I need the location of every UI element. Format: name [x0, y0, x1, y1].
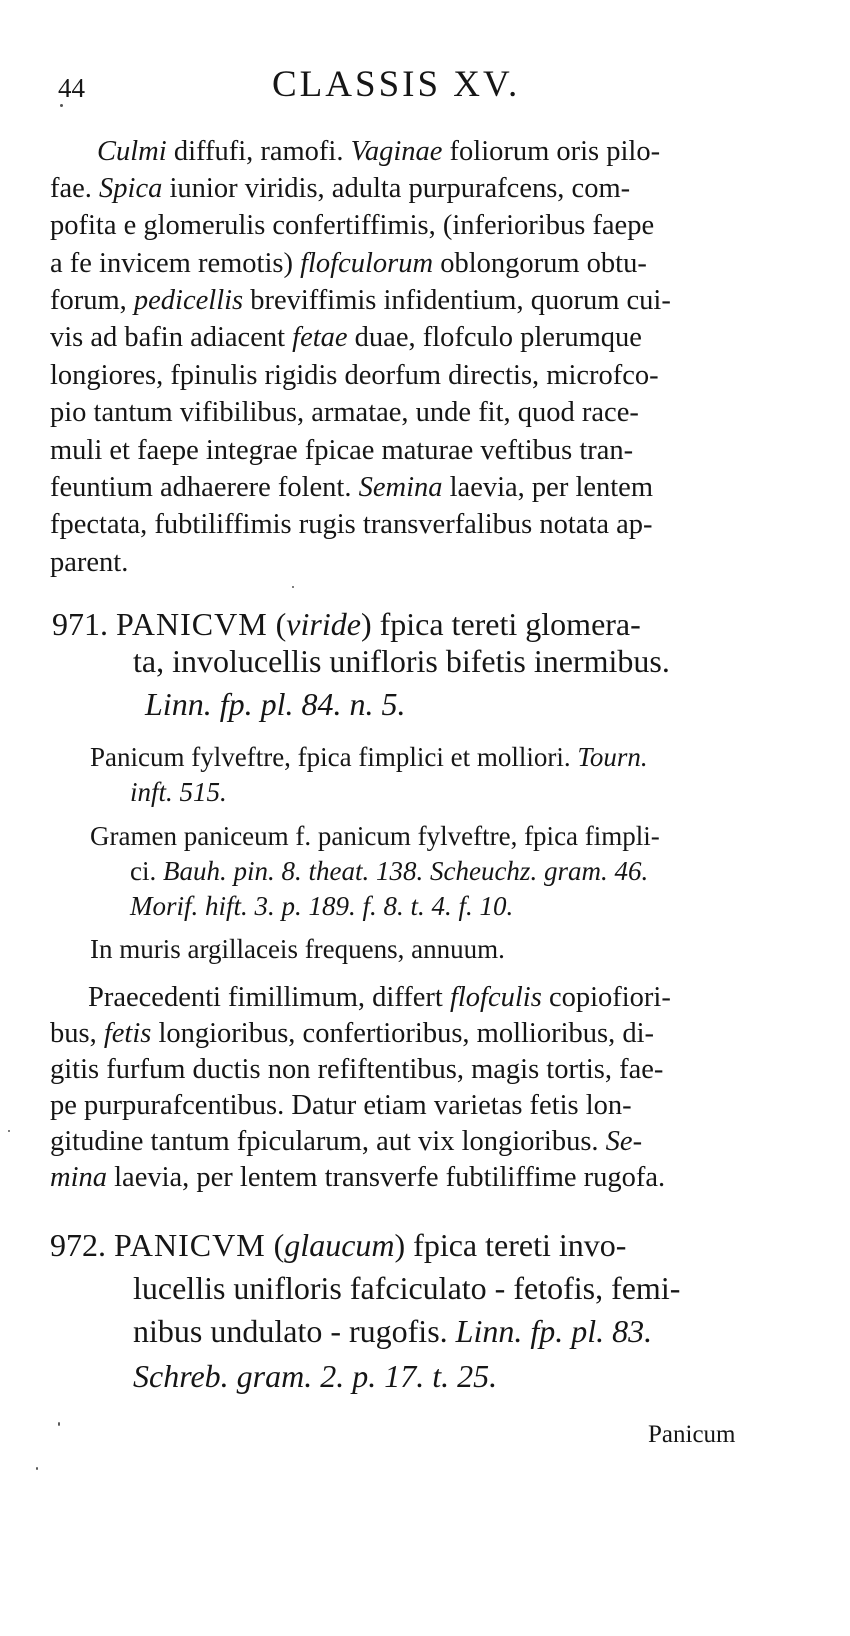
text-span: copiofiori-: [541, 982, 671, 1013]
text-span: longiores, fpinulis rigidis deorfum directis, microfco-: [50, 360, 659, 391]
italic-span: Bauh. pin. 8. theat. 138. Scheuchz. gram. 46.: [163, 856, 649, 886]
text-line: [145, 688, 405, 720]
text-line: [50, 549, 128, 578]
text-span: diffufi, ramofi.: [166, 136, 351, 167]
text-line: [130, 779, 227, 806]
text-line: [133, 645, 670, 677]
paper-speck: [58, 1422, 60, 1426]
text-span: fae.: [50, 173, 100, 204]
text-line: [50, 1092, 632, 1121]
italic-span: fetae: [292, 322, 348, 353]
italic-span: Vaginae: [350, 136, 443, 167]
italic-span: Semina: [358, 472, 443, 503]
italic-span: flofculis: [449, 982, 542, 1013]
text-line: [50, 1164, 665, 1193]
text-span: (: [265, 1227, 285, 1263]
text-line: [50, 1128, 642, 1157]
italic-span: glaucum: [284, 1227, 395, 1263]
text-line: [90, 744, 648, 771]
text-span: ta, involucellis unifloris bifetis inermibus.: [133, 643, 670, 679]
text-span: iunior viridis, adulta purpurafcens, com-: [162, 173, 631, 204]
italic-span: Se-: [605, 1126, 643, 1157]
text-span: In muris argillaceis frequens, annuum.: [90, 934, 505, 964]
text-line: [97, 138, 660, 167]
text-span: breviffimis infidentium, quorum cui-: [243, 285, 671, 316]
italic-span: Schreb. gram. 2. p. 17. t. 25.: [133, 1358, 498, 1394]
italic-span: pedicellis: [133, 285, 244, 316]
text-span: longioribus, confertioribus, mollioribus, di-: [151, 1018, 655, 1049]
paper-speck: [60, 104, 63, 107]
italic-span: fetis: [103, 1018, 152, 1049]
text-line: [50, 1229, 626, 1261]
italic-span: Tourn.: [577, 742, 648, 772]
text-line: [130, 858, 648, 885]
text-line: [50, 399, 639, 428]
paper-speck: [8, 1130, 10, 1132]
text-line: [50, 1056, 663, 1085]
text-span: PANICVM: [116, 606, 268, 642]
text-span: vis ad bafin adiacent: [50, 322, 293, 353]
text-line: [50, 362, 659, 391]
text-span: a fe invicem remotis): [50, 248, 301, 279]
text-line: [90, 936, 505, 963]
paper-speck: [292, 586, 294, 588]
text-span: Panicum fylveftre, fpica fimplici et molliori.: [90, 742, 578, 772]
text-span: (: [267, 606, 287, 642]
text-span: 972.: [50, 1227, 114, 1263]
text-line: [50, 474, 653, 503]
text-span: ci.: [130, 856, 163, 886]
italic-span: Culmi: [97, 136, 167, 167]
text-span: laevia, per lentem transverfe fubtiliffime rugofa.: [107, 1162, 666, 1193]
page-number: 44: [58, 73, 85, 103]
italic-span: Morif. hift. 3. p. 189. f. 8. t. 4. f. 10.: [130, 891, 514, 921]
text-span: oblongorum obtu-: [433, 248, 647, 279]
text-line: [50, 175, 630, 204]
text-line: [50, 437, 633, 466]
text-span: duae, flofculo plerumque: [347, 322, 642, 353]
text-span: muli et faepe integrae fpicae maturae veftibus tran-: [50, 435, 634, 466]
text-span: feuntium adhaerere folent.: [50, 472, 359, 503]
text-line: [130, 893, 513, 920]
text-span: pio tantum vifibilibus, armatae, unde fit, quod race-: [50, 397, 639, 428]
text-span: bus,: [50, 1018, 104, 1049]
text-span: ) fpica tereti invo-: [394, 1227, 627, 1263]
italic-span: inft. 515.: [130, 777, 227, 807]
text-line: [133, 1315, 652, 1347]
catchword: Panicum: [648, 1421, 736, 1448]
text-line: [50, 1020, 654, 1049]
running-title: CLASSIS XV.: [272, 64, 521, 105]
italic-span: Spica: [99, 173, 163, 204]
text-line: [52, 608, 641, 640]
text-span: lucellis unifloris fafciculato - fetofis, femi-: [133, 1270, 681, 1306]
text-span: fpectata, fubtiliffimis rugis transverfalibus notata ap-: [50, 509, 653, 540]
text-line: [50, 212, 654, 241]
text-line: [50, 511, 653, 540]
text-span: pofita e glomerulis confertiffimis, (inferioribus faepe: [50, 210, 655, 241]
italic-span: viride: [286, 606, 361, 642]
text-span: laevia, per lentem: [442, 472, 653, 503]
text-line: [50, 250, 647, 279]
text-line: [50, 324, 642, 353]
text-span: 971.: [52, 606, 116, 642]
text-line: [88, 984, 671, 1013]
text-span: Praecedenti fimillimum, differt: [88, 982, 450, 1013]
text-line: [133, 1272, 680, 1304]
text-span: forum,: [50, 285, 134, 316]
text-line: [133, 1360, 497, 1392]
text-span: foliorum oris pilo-: [442, 136, 661, 167]
text-span: parent.: [50, 547, 129, 578]
text-span: gitis furfum ductis non refiftentibus, magis tortis, fae-: [50, 1054, 664, 1085]
text-span: nibus undulato - rugofis.: [133, 1313, 456, 1349]
italic-span: Linn. fp. pl. 83.: [455, 1313, 653, 1349]
text-span: ) fpica tereti glomera-: [360, 606, 641, 642]
paper-speck: [36, 1467, 38, 1470]
italic-span: flofculorum: [300, 248, 434, 279]
italic-span: Linn. fp. pl. 84. n. 5.: [145, 686, 406, 722]
text-span: Gramen paniceum f. panicum fylveftre, fpica fimpli-: [90, 821, 660, 851]
text-span: pe purpurafcentibus. Datur etiam varietas fetis lon-: [50, 1090, 632, 1121]
text-span: PANICVM: [114, 1227, 266, 1263]
text-span: gitudine tantum fpicularum, aut vix longioribus.: [50, 1126, 606, 1157]
text-line: [50, 287, 671, 316]
italic-span: mina: [50, 1162, 107, 1193]
text-line: [90, 823, 660, 850]
